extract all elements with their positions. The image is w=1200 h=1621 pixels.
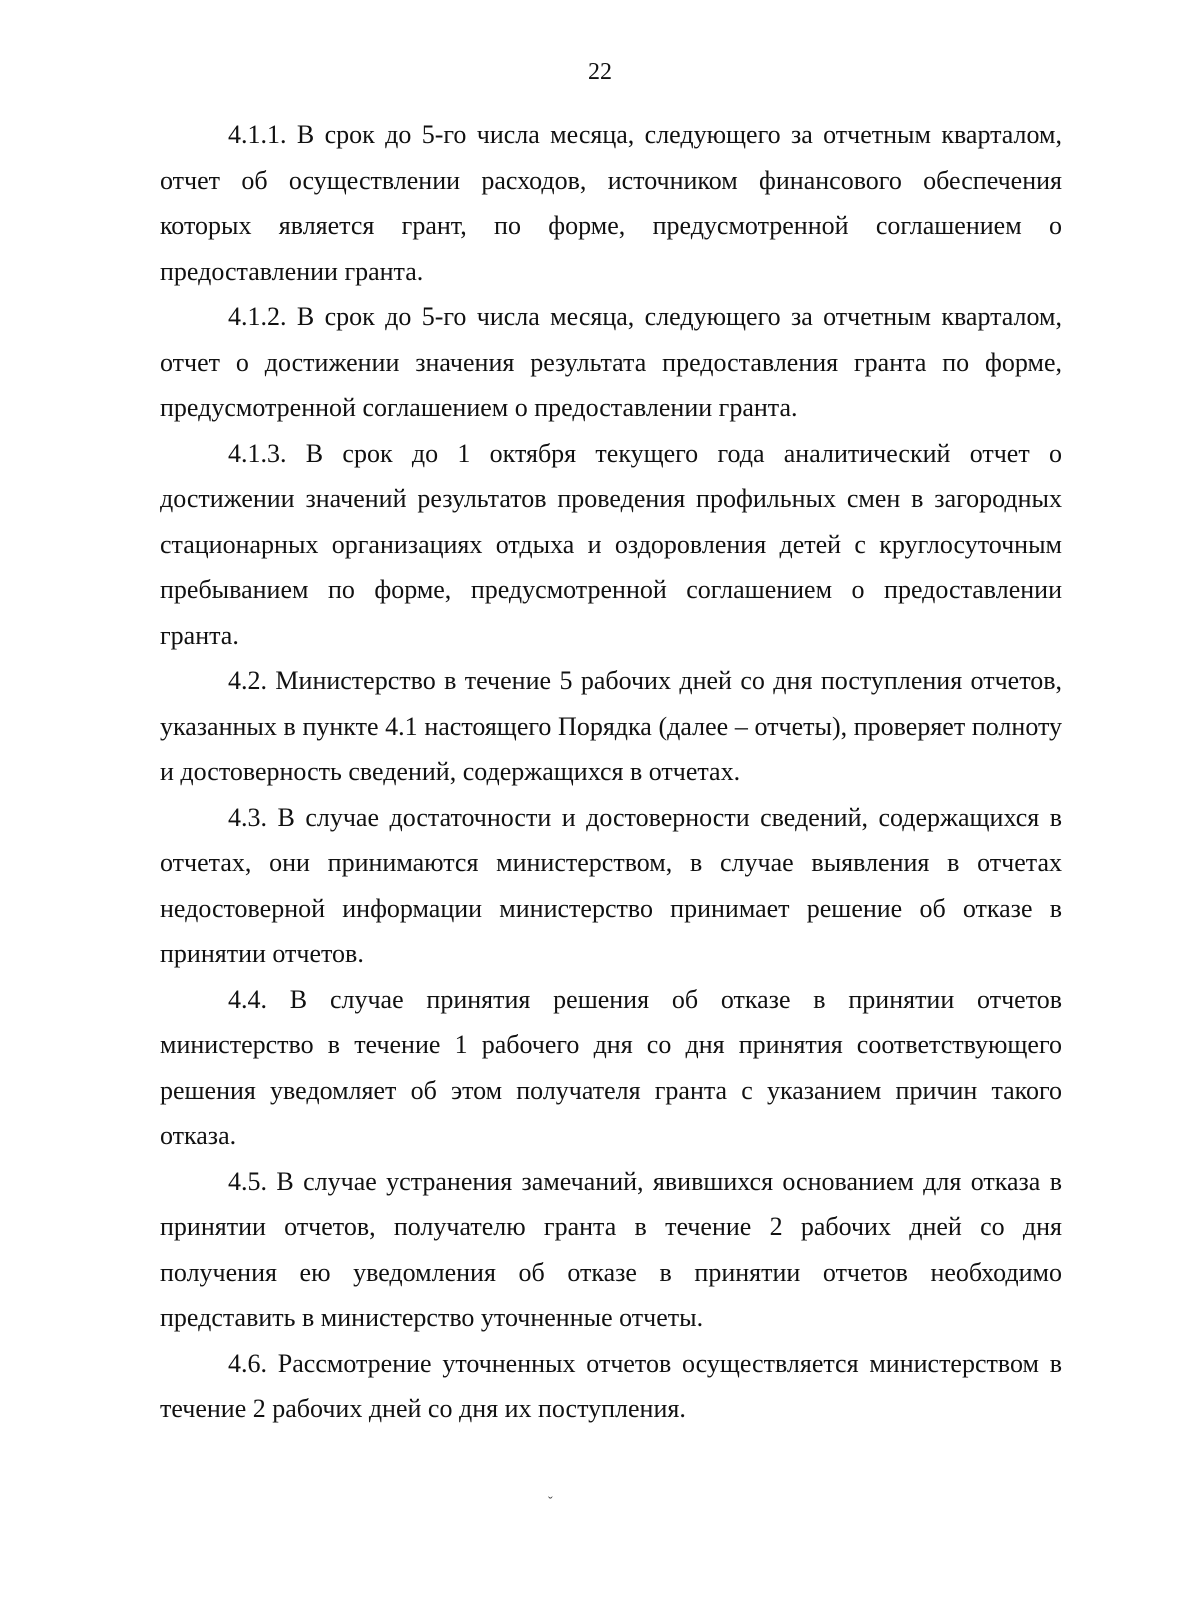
paragraph-4-4: 4.4. В случае принятия решения об отказе в принятии отчетов министерство в течение 1 рабочего дня со дня принятия соответствующего решения уведомляет об этом получателя гранта с указанием причин такого отказа. [160, 984, 1062, 1150]
page-number: 22 [588, 59, 612, 85]
paragraph-4-1-2: 4.1.2. В срок до 5-го числа месяца, следующего за отчетным кварталом, отчет о достижении значения результата предоставления гранта по форме, предусмотренной соглашением о предоставлении гранта. [160, 302, 1062, 422]
paragraph-4-2: 4.2. Министерство в течение 5 рабочих дней со дня поступления отчетов, указанных в пункте 4.1 настоящего Порядка (далее – отчеты), проверяет полноту и достоверность сведений, содержащихся в отчетах. [160, 666, 1062, 786]
scan-speck-mark: ˇ [548, 1495, 553, 1510]
paragraph-4-6: 4.6. Рассмотрение уточненных отчетов осуществляется министерством в течение 2 рабочих дней со дня их поступления. [160, 1348, 1062, 1423]
document-body [160, 112, 1062, 1432]
paragraph-4-1-1: 4.1.1. В срок до 5-го числа месяца, следующего за отчетным кварталом, отчет об осуществлении расходов, источником финансового обеспечения которых является грант, по форме, предусмотренной соглашением о предоставлении гранта. [160, 120, 1062, 286]
paragraph-4-5: 4.5. В случае устранения замечаний, явившихся основанием для отказа в принятии отчетов, получателю гранта в течение 2 рабочих дней со дня получения ею уведомления об отказе в принятии отчетов необходимо представить в министерство уточненные отчеты. [160, 1166, 1062, 1332]
paragraph-4-1-3: 4.1.3. В срок до 1 октября текущего года аналитический отчет о достижении значений результатов проведения профильных смен в загородных стационарных организациях отдыха и оздоровления детей с круглосуточным пребыванием по форме, предусмотренной соглашением о предоставлении гранта. [160, 438, 1062, 650]
paragraph-4-3: 4.3. В случае достаточности и достоверности сведений, содержащихся в отчетах, они принимаются министерством, в случае выявления в отчетах недостоверной информации министерство принимает решение об отказе в принятии отчетов. [160, 802, 1062, 968]
